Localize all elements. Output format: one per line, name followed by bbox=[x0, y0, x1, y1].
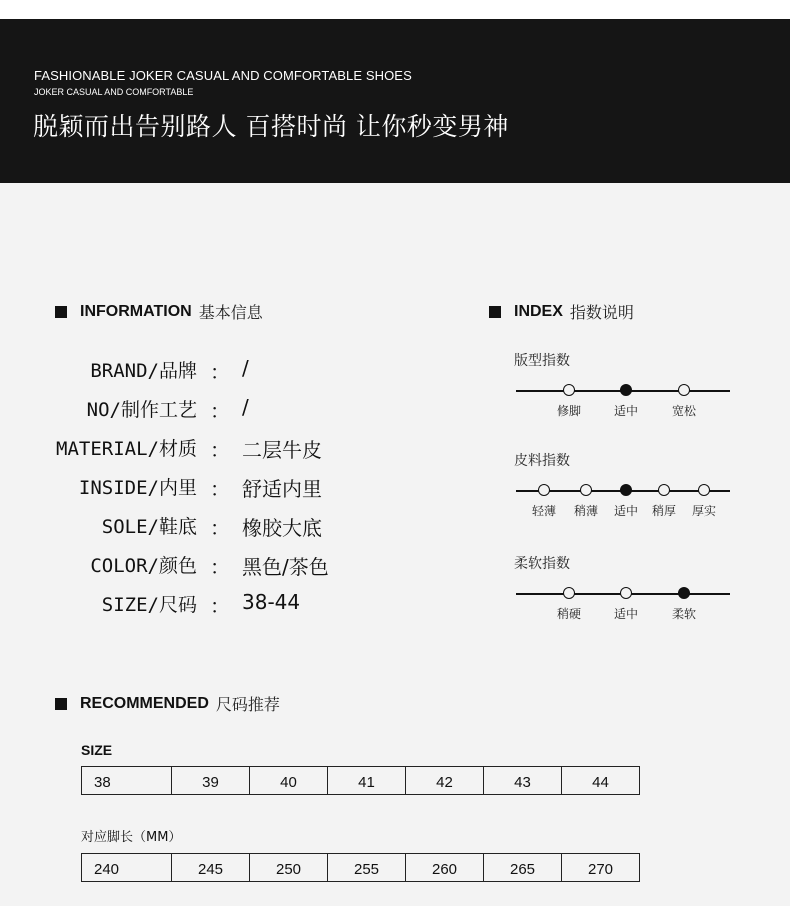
banner-slogan: 脱颖而出告别路人 百搭时尚 让你秒变男神 bbox=[33, 112, 509, 141]
index-title-cn: 指数说明 bbox=[569, 303, 634, 322]
scale-option-label: 柔软 bbox=[671, 607, 697, 621]
info-value: 38-44 bbox=[242, 590, 301, 614]
info-label: MATERIAL/材质 bbox=[56, 438, 197, 460]
softness-index-scale bbox=[514, 585, 734, 625]
info-label: INSIDE/内里 bbox=[78, 477, 197, 499]
size-cell: 42 bbox=[406, 767, 484, 794]
information-title-en: INFORMATION bbox=[80, 302, 192, 320]
scale-option-label: 稍硬 bbox=[556, 607, 582, 621]
header-banner bbox=[0, 19, 790, 183]
info-colon: ： bbox=[210, 399, 230, 423]
info-row bbox=[0, 395, 470, 425]
scale-option-label: 适中 bbox=[613, 607, 639, 621]
leather-index-title: 皮料指数 bbox=[514, 453, 570, 469]
info-colon: ： bbox=[210, 360, 230, 384]
info-colon: ： bbox=[210, 555, 230, 579]
info-value: 舒适内里 bbox=[242, 477, 322, 501]
info-label: SIZE/尺码 bbox=[101, 594, 197, 616]
square-bullet-icon bbox=[55, 306, 67, 318]
info-value: 黑色/茶色 bbox=[242, 555, 329, 579]
index-title-en: INDEX bbox=[514, 302, 563, 320]
info-label: BRAND/品牌 bbox=[90, 360, 197, 382]
fit-index-scale bbox=[514, 382, 734, 422]
length-cell: 240 bbox=[82, 854, 172, 881]
length-cell: 245 bbox=[172, 854, 250, 881]
recommended-heading bbox=[55, 692, 280, 715]
scale-option-label: 厚实 bbox=[691, 504, 717, 518]
scale-dot bbox=[538, 484, 550, 496]
length-cell: 260 bbox=[406, 854, 484, 881]
size-cell: 40 bbox=[250, 767, 328, 794]
scale-option-label: 适中 bbox=[613, 504, 639, 518]
recommended-title-cn: 尺码推荐 bbox=[215, 695, 280, 714]
info-colon: ： bbox=[210, 516, 230, 540]
size-cell: 41 bbox=[328, 767, 406, 794]
scale-dot-selected bbox=[678, 587, 690, 599]
scale-dot bbox=[620, 587, 632, 599]
scale-dot bbox=[563, 587, 575, 599]
info-row bbox=[0, 551, 470, 581]
info-label: COLOR/颜色 bbox=[90, 555, 197, 577]
info-value: / bbox=[242, 356, 249, 380]
info-colon: ： bbox=[210, 438, 230, 462]
info-label: SOLE/鞋底 bbox=[101, 516, 197, 538]
length-table-label: 对应脚长（MM） bbox=[81, 830, 182, 845]
size-cell: 44 bbox=[592, 774, 609, 791]
info-row bbox=[0, 590, 470, 620]
top-strip bbox=[0, 0, 790, 19]
scale-option-label: 轻薄 bbox=[531, 504, 557, 518]
size-cell: 38 bbox=[82, 767, 172, 794]
scale-dot-selected bbox=[620, 484, 632, 496]
leather-index bbox=[514, 450, 734, 522]
scale-option-label: 稍厚 bbox=[651, 504, 677, 518]
scale-option-label: 稍薄 bbox=[573, 504, 599, 518]
softness-index-title: 柔软指数 bbox=[514, 556, 570, 572]
length-cell: 270 bbox=[587, 861, 614, 878]
scale-dot bbox=[698, 484, 710, 496]
info-label: NO/制作工艺 bbox=[86, 399, 197, 421]
length-cell: 250 bbox=[250, 854, 328, 881]
banner-subtagline: JOKER CASUAL AND COMFORTABLE bbox=[34, 87, 194, 97]
length-cell: 255 bbox=[328, 854, 406, 881]
scale-dot bbox=[580, 484, 592, 496]
square-bullet-icon bbox=[55, 698, 67, 710]
scale-option-label: 适中 bbox=[613, 404, 639, 418]
scale-dot bbox=[563, 384, 575, 396]
fit-index-title: 版型指数 bbox=[514, 353, 570, 369]
info-colon: ： bbox=[210, 477, 230, 501]
scale-dot-selected bbox=[620, 384, 632, 396]
softness-index bbox=[514, 553, 734, 625]
square-bullet-icon bbox=[489, 306, 501, 318]
info-colon: ： bbox=[210, 594, 230, 618]
info-row bbox=[0, 434, 470, 464]
information-title-cn: 基本信息 bbox=[198, 303, 263, 322]
scale-option-label: 宽松 bbox=[671, 404, 697, 418]
info-row bbox=[0, 512, 470, 542]
info-row bbox=[0, 473, 470, 503]
recommended-title-en: RECOMMENDED bbox=[80, 694, 209, 712]
scale-option-label: 修脚 bbox=[556, 404, 582, 418]
information-heading bbox=[55, 300, 263, 323]
size-table bbox=[81, 766, 640, 795]
scale-dot bbox=[658, 484, 670, 496]
leather-index-scale bbox=[514, 482, 734, 522]
info-value: 橡胶大底 bbox=[242, 516, 322, 540]
length-cell: 265 bbox=[484, 854, 562, 881]
info-value: / bbox=[242, 395, 249, 419]
info-row bbox=[0, 356, 470, 386]
size-cell: 43 bbox=[484, 767, 562, 794]
length-table bbox=[81, 853, 640, 882]
banner-tagline: FASHIONABLE JOKER CASUAL AND COMFORTABLE SHOES bbox=[34, 68, 412, 83]
index-heading bbox=[489, 300, 634, 323]
size-table-label: SIZE bbox=[81, 742, 113, 758]
size-cell: 39 bbox=[172, 767, 250, 794]
fit-index bbox=[514, 350, 734, 422]
info-value: 二层牛皮 bbox=[242, 438, 322, 462]
scale-dot bbox=[678, 384, 690, 396]
